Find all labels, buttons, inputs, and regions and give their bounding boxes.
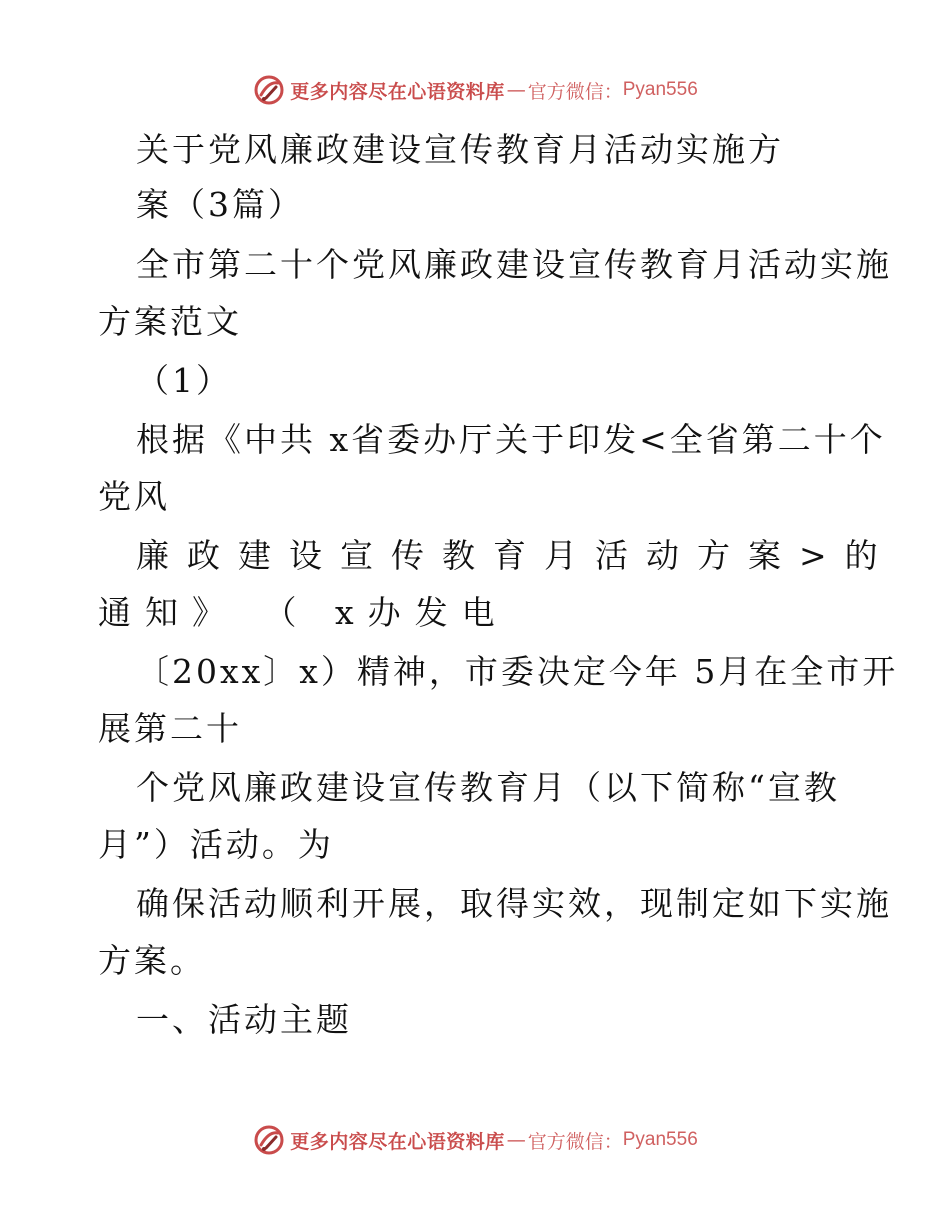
paragraph-line-6: 展第二十 bbox=[98, 709, 242, 748]
header-watermark bbox=[0, 70, 950, 110]
subtitle-line-1: 全市第二十个党风廉政建设宣传教育月活动实施 bbox=[136, 245, 892, 284]
subtitle-line-2: 方案范文 bbox=[98, 302, 242, 341]
watermark-official-label: 官方微信： bbox=[527, 80, 623, 103]
footer-watermark bbox=[0, 1120, 950, 1160]
watermark-dash: — bbox=[506, 1129, 526, 1151]
paragraph-line-10: 方案。 bbox=[98, 941, 206, 980]
paragraph-line-9: 确保活动顺利开展，取得实效，现制定如下实施 bbox=[136, 884, 892, 923]
pen-swirl-logo-icon bbox=[252, 73, 286, 107]
section-number: （1） bbox=[136, 361, 232, 400]
paragraph-line-2: 党风 bbox=[98, 477, 170, 516]
document-title-line-2: 案（3篇） bbox=[136, 185, 304, 224]
paragraph-line-8: 月”）活动。为 bbox=[98, 825, 334, 864]
paragraph-line-4: 通知》 （ x办发电 bbox=[98, 593, 509, 632]
watermark-official-label: 官方微信： bbox=[527, 1130, 623, 1153]
watermark-account-id: Pyan556 bbox=[622, 79, 698, 100]
section-heading-theme: 一、活动主题 bbox=[136, 1000, 352, 1039]
document-title-line-1: 关于党风廉政建设宣传教育月活动实施方 bbox=[136, 130, 784, 169]
watermark-dash: — bbox=[506, 79, 526, 101]
paragraph-line-3: 廉政建设宣传教育月活动方案>的 bbox=[136, 536, 896, 575]
paragraph-line-5: 〔20xx〕x）精神，市委决定今年 5月在全市开 bbox=[136, 652, 899, 691]
paragraph-line-1: 根据《中共 x省委办厅关于印发<全省第二十个 bbox=[136, 420, 886, 459]
watermark-site-text: 更多内容尽在心语资料库 bbox=[290, 80, 505, 103]
watermark-site-text: 更多内容尽在心语资料库 bbox=[290, 1130, 505, 1153]
pen-swirl-logo-icon bbox=[252, 1123, 286, 1157]
watermark-account-id: Pyan556 bbox=[622, 1129, 698, 1150]
paragraph-line-7: 个党风廉政建设宣传教育月（以下简称“宣教 bbox=[136, 768, 840, 807]
